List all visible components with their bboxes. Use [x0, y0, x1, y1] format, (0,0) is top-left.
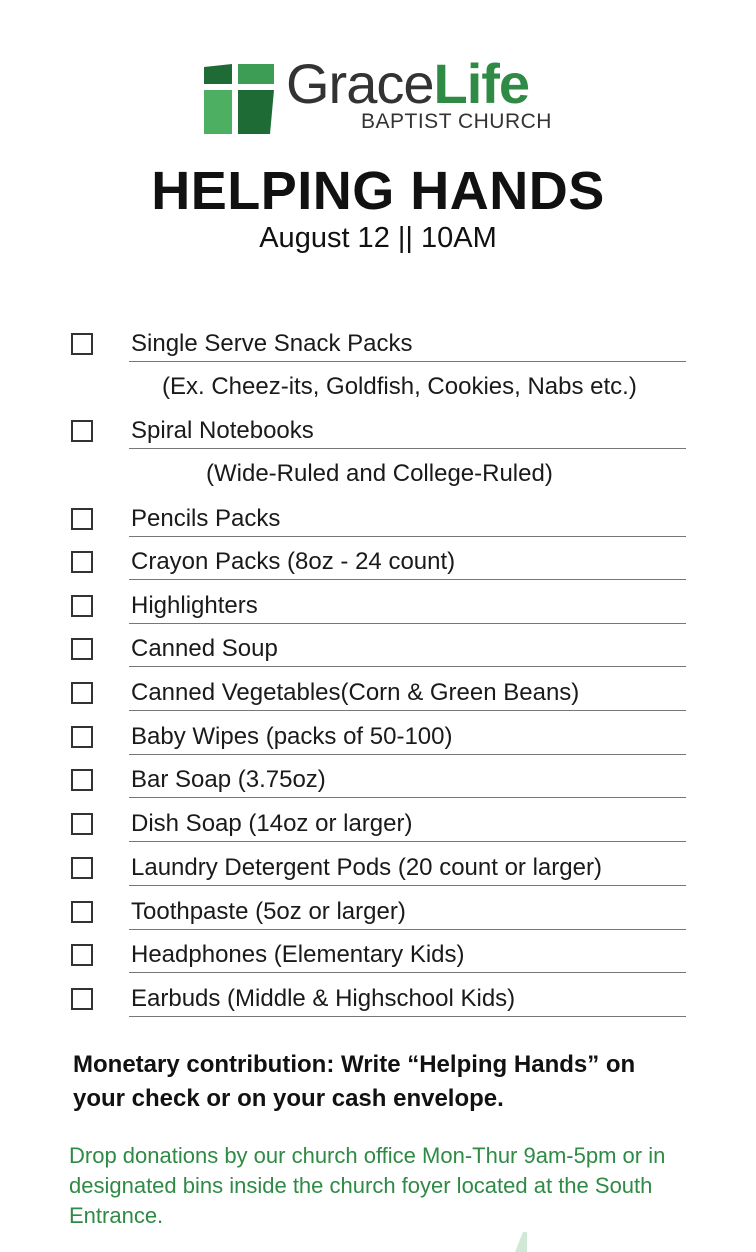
checkbox[interactable] — [71, 813, 93, 835]
checklist-item[interactable] — [0, 985, 756, 1025]
item-label: Bar Soap (3.75oz) — [131, 766, 326, 793]
checklist-item[interactable] — [0, 417, 756, 457]
item-note: (Wide-Ruled and College-Ruled) — [206, 460, 553, 487]
underline — [129, 841, 686, 842]
checklist-item[interactable] — [0, 635, 756, 675]
underline — [129, 361, 686, 362]
checklist-item[interactable] — [0, 592, 756, 632]
item-label: Spiral Notebooks — [131, 417, 314, 444]
item-label: Laundry Detergent Pods (20 count or larger) — [131, 854, 602, 881]
item-label: Canned Vegetables(Corn & Green Beans) — [131, 679, 580, 706]
item-label: Headphones (Elementary Kids) — [131, 941, 465, 968]
item-label: Pencils Packs — [131, 505, 281, 532]
underline — [129, 579, 686, 580]
checkbox[interactable] — [71, 333, 93, 355]
checklist-item[interactable] — [0, 854, 756, 894]
underline — [129, 929, 686, 930]
checklist-item[interactable] — [0, 941, 756, 981]
checkbox[interactable] — [71, 857, 93, 879]
item-note: (Ex. Cheez-its, Goldfish, Cookies, Nabs etc.) — [162, 373, 637, 400]
checklist-item[interactable] — [0, 766, 756, 806]
underline — [129, 710, 686, 711]
item-label: Crayon Packs (8oz - 24 count) — [131, 548, 456, 575]
logo-word-life: Life — [433, 52, 530, 115]
logo-word-grace: Grace — [286, 52, 434, 115]
dropoff-instructions: Drop donations by our church office Mon-Thur 9am-5pm or in designated bins inside the church foyer located at the South Entrance. — [69, 1143, 666, 1228]
cross-logo-icon — [204, 64, 274, 134]
checkbox[interactable] — [71, 944, 93, 966]
checkbox[interactable] — [71, 551, 93, 573]
underline — [129, 536, 686, 537]
checkbox[interactable] — [71, 726, 93, 748]
item-label: Highlighters — [131, 592, 258, 619]
underline — [129, 972, 686, 973]
page-title: HELPING HANDS — [151, 161, 605, 221]
underline — [129, 885, 686, 886]
logo-subtitle: BAPTIST CHURCH — [361, 110, 552, 133]
item-label: Canned Soup — [131, 635, 278, 662]
checkbox[interactable] — [71, 508, 93, 530]
checkbox[interactable] — [71, 682, 93, 704]
underline — [129, 448, 686, 449]
checkbox[interactable] — [71, 638, 93, 660]
item-label: Earbuds (Middle & Highschool Kids) — [131, 985, 516, 1012]
item-label: Baby Wipes (packs of 50-100) — [131, 723, 453, 750]
underline — [129, 754, 686, 755]
partial-logo-fragment-icon — [515, 1232, 527, 1252]
checklist-item[interactable] — [0, 810, 756, 850]
checkbox[interactable] — [71, 769, 93, 791]
item-label: Toothpaste (5oz or larger) — [131, 898, 406, 925]
checklist-item[interactable] — [0, 548, 756, 588]
monetary-contribution-note: Monetary contribution: Write “Helping Hands” on your check or on your cash envelope. — [73, 1051, 636, 1112]
checkbox[interactable] — [71, 988, 93, 1010]
checklist-item[interactable] — [0, 898, 756, 938]
checklist-item[interactable] — [0, 723, 756, 763]
event-date-time: August 12 || 10AM — [259, 222, 497, 254]
underline — [129, 666, 686, 667]
underline — [129, 797, 686, 798]
logo-wordmark — [286, 52, 530, 115]
checkbox[interactable] — [71, 901, 93, 923]
checklist-item[interactable] — [0, 679, 756, 719]
underline — [129, 1016, 686, 1017]
item-label: Dish Soap (14oz or larger) — [131, 810, 413, 837]
item-label: Single Serve Snack Packs — [131, 330, 413, 357]
checklist-item[interactable] — [0, 505, 756, 545]
underline — [129, 623, 686, 624]
checkbox[interactable] — [71, 420, 93, 442]
church-logo — [204, 52, 564, 134]
checklist-item[interactable] — [0, 330, 756, 370]
checkbox[interactable] — [71, 595, 93, 617]
